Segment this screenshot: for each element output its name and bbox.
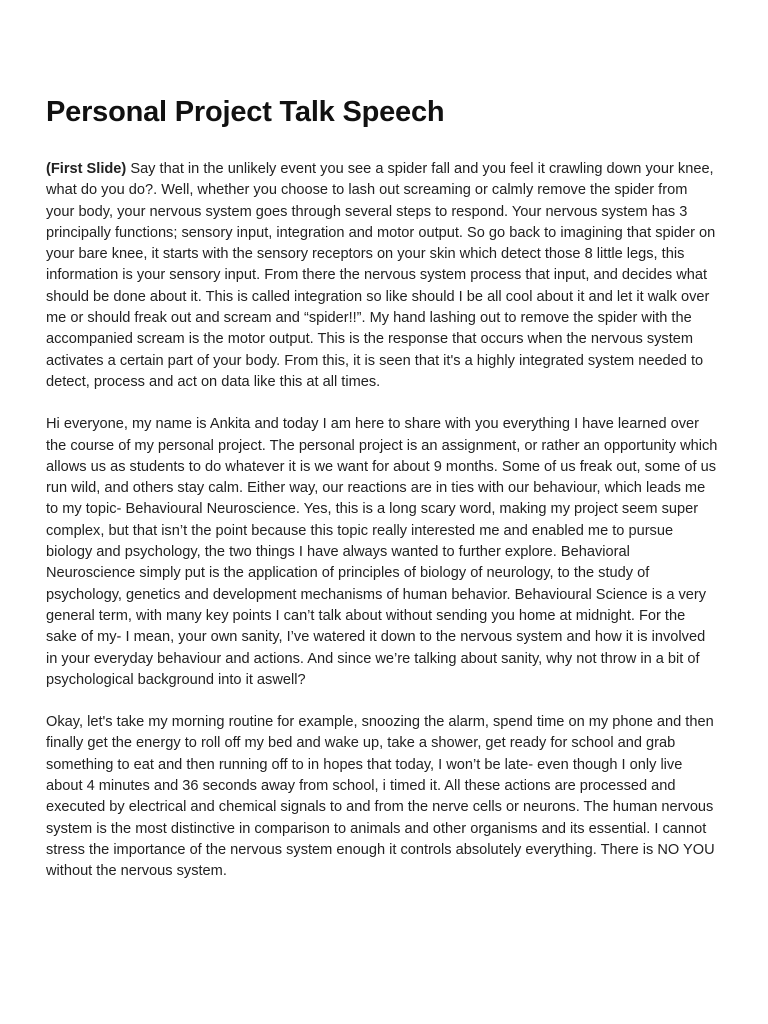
paragraph-body: Say that in the unlikely event you see a spider fall and you feel it crawling down your knee, what do you do?. Well, whether you choose to lash out screaming or calmly remove the spider from your body, your nervous system goes through several steps to respond. Your nervous system has 3 principally functions; sensory input, integration and motor output. So go back to imagining that spider on your bare knee, it starts with the sensory receptors on your skin which detect those 8 little legs, this information is your sensory input. From there the nervous system process that input, and decides what should be done about it. This is called integration so like should I be all cool about it and let it walk over me or should freak out and scream and “spider!!”. My hand lashing out to remove the spider with the accompanied scream is the motor output. This is the response that occurs when the nervous system activates a certain part of your body. From this, it is seen that it's a highly integrated system needed to detect, process and act on data like this at all times.	[46, 161, 716, 390]
document-page	[46, 92, 718, 904]
paragraph-first-slide	[46, 159, 718, 393]
paragraph-lead-label: (First Slide)	[46, 161, 127, 177]
paragraph-morning-routine: Okay, let's take my morning routine for example, snoozing the alarm, spend time on my phone and then finally get the energy to roll off my bed and wake up, take a shower, get ready for school and grab something to eat and then running off to in hopes that today, I won’t be late- even though I only live about 4 minutes and 36 seconds away from school, i timed it. All these actions are processed and executed by electrical and chemical signals to and from the nerve cells or neurons. The human nervous system is the most distinctive in comparison to animals and other organisms and its essential. I cannot stress the importance of the nervous system enough it controls absolutely everything. There is NO YOU without the nervous system.	[46, 714, 715, 880]
paragraph-introduction: Hi everyone, my name is Ankita and today I am here to share with you everything I have learned over the course of my personal project. The personal project is an assignment, or rather an opportunity which allows us as students to do whatever it is we want for about 9 months. Some of us freak out, some of us run wild, and others stay calm. Either way, our reactions are in ties with our behaviour, which leads me to my topic- Behavioural Neuroscience. Yes, this is a long scary word, making my project seem super complex, but that isn’t the point because this topic really interested me and enabled me to pursue biology and psychology, the two things I have always wanted to further explore. Behavioral Neuroscience simply put is the application of principles of biology of neurology, to the study of psychology, genetics and development mechanisms of human behavior. Behavioural Science is a very general term, with many key points I can’t talk about without sending you home at midnight. For the sake of my- I mean, your own sanity, I’ve watered it down to the nervous system and how it is involved in your everyday behaviour and actions. And since we’re talking about sanity, why not throw in a bit of psychological background into it aswell?	[46, 416, 718, 688]
document-title: Personal Project Talk Speech	[46, 96, 445, 128]
